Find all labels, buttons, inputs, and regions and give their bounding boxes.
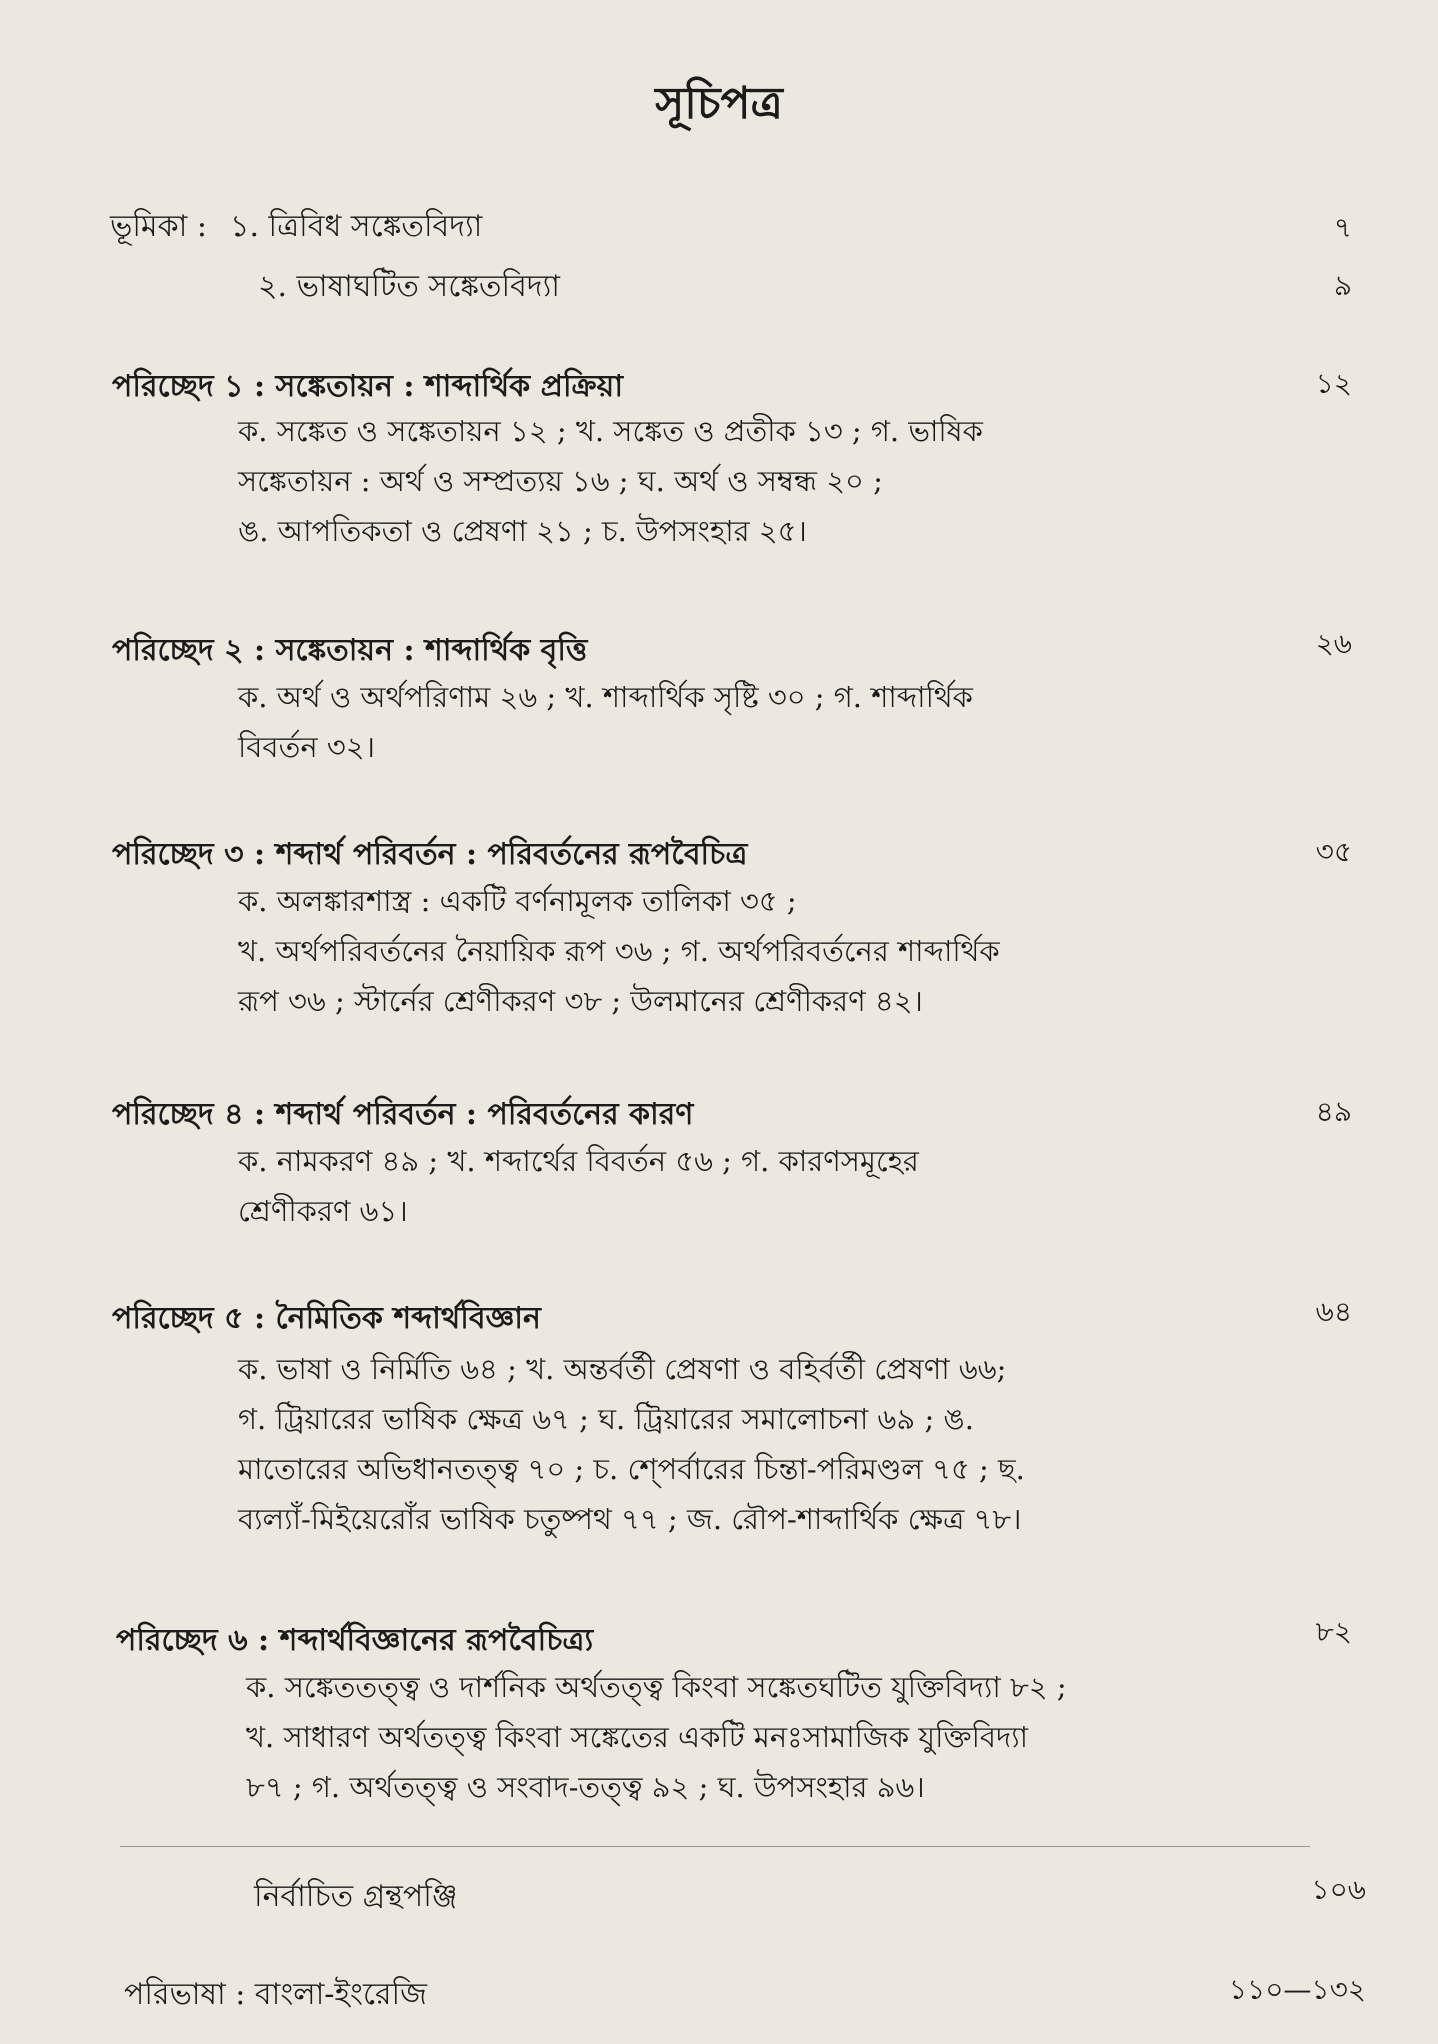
- chapter-3-line-1: ক. অলঙ্কারশাস্ত্র : একটি বর্ণনামূলক তালিকা ৩৫ ;: [238, 884, 797, 918]
- chapter-5-line-1: ক. ভাষা ও নির্মিতি ৬৪ ; খ. অন্তর্বর্তী প্রেষণা ও বহির্বর্তী প্রেষণা ৬৬;: [238, 1352, 1007, 1386]
- bibliography-label: নির্বাচিত গ্রন্থপঞ্জি: [254, 1879, 458, 1914]
- chapter-4-line-1: ক. নামকরণ ৪৯ ; খ. শব্দার্থের বিবর্তন ৫৬ ; গ. কারণসমূহের: [238, 1144, 919, 1178]
- bhumika-item-2-page: ৯: [1333, 269, 1352, 302]
- chapter-6-line-2: খ. সাধারণ অর্থতত্ত্ব কিংবা সঙ্কেতের একটি মনঃসামাজিক যুক্তিবিদ্যা: [246, 1720, 1029, 1754]
- page-title: সূচিপত্র: [655, 78, 783, 129]
- chapter-5-line-3: মাতোরের অভিধানতত্ত্ব ৭০ ; চ. শ্পের্বারের চিন্তা-পরিমণ্ডল ৭৫ ; ছ.: [238, 1452, 1025, 1486]
- glossary-page: ১১০—১৩২: [1228, 1973, 1366, 2006]
- bhumika-label: ভূমিকা :: [110, 209, 207, 244]
- chapter-3-page: ৩৫: [1315, 835, 1352, 868]
- chapter-3-heading: পরিচ্ছেদ ৩ : শব্দার্থ পরিবর্তন : পরিবর্তনের রূপবৈচিত্র: [112, 837, 748, 872]
- chapter-6-line-1: ক. সঙ্কেততত্ত্ব ও দার্শনিক অর্থতত্ত্ব কিংবা সঙ্কেতঘটিত যুক্তিবিদ্যা ৮২ ;: [246, 1670, 1067, 1704]
- glossary-label: পরিভাষা : বাংলা-ইংরেজি: [124, 1977, 427, 2012]
- chapter-1-contents: [238, 406, 983, 556]
- chapter-5-heading: পরিচ্ছেদ ৫ : নৈমিতিক শব্দার্থবিজ্ঞান: [112, 1301, 541, 1336]
- chapter-6-contents: [246, 1662, 1067, 1812]
- chapter-2-line-2: বিবর্তন ৩২।: [238, 730, 375, 764]
- chapter-6-page: ৮২: [1315, 1615, 1352, 1648]
- chapter-3-line-3: রূপ ৩৬ ; স্টার্নের শ্রেণীকরণ ৩৮ ; উলমানের শ্রেণীকরণ ৪২।: [238, 984, 923, 1018]
- chapter-1-heading: পরিচ্ছেদ ১ : সঙ্কেতায়ন : শাব্দার্থিক প্রক্রিয়া: [112, 369, 624, 404]
- chapter-2-heading: পরিচ্ছেদ ২ : সঙ্কেতায়ন : শাব্দার্থিক বৃত্তি: [112, 633, 588, 668]
- chapter-1-page: ১২: [1315, 367, 1352, 400]
- chapter-5-line-4: ব্যল্যাঁ-মিইয়েরোঁর ভাষিক চতুষ্পথ ৭৭ ; জ. রৌপ-শাব্দার্থিক ক্ষেত্র ৭৮।: [238, 1502, 1022, 1536]
- chapter-4-heading: পরিচ্ছেদ ৪ : শব্দার্থ পরিবর্তন : পরিবর্তনের কারণ: [112, 1097, 694, 1132]
- divider-rule: [120, 1846, 1310, 1847]
- chapter-6-line-3: ৮৭ ; গ. অর্থতত্ত্ব ও সংবাদ-তত্ত্ব ৯২ ; ঘ. উপসংহার ৯৬।: [246, 1770, 925, 1804]
- bibliography-page: ১০৬: [1311, 1873, 1366, 1906]
- chapter-4-line-2: শ্রেণীকরণ ৬১।: [238, 1194, 408, 1228]
- chapter-5-contents: [238, 1344, 1025, 1544]
- chapter-1-line-1: ক. সঙ্কেত ও সঙ্কেতায়ন ১২ ; খ. সঙ্কেত ও প্রতীক ১৩ ; গ. ভাষিক: [238, 414, 983, 448]
- bhumika-item-2: ২. ভাষাঘটিত সঙ্কেতবিদ্যা: [258, 269, 560, 304]
- chapter-4-contents: [238, 1136, 919, 1236]
- chapter-6-heading: পরিচ্ছেদ ৬ : শব্দার্থবিজ্ঞানের রূপবৈচিত্র্য: [116, 1623, 594, 1658]
- chapter-2-line-1: ক. অর্থ ও অর্থপরিণাম ২৬ ; খ. শাব্দার্থিক সৃষ্টি ৩০ ; গ. শাব্দার্থিক: [238, 680, 973, 714]
- chapter-5-page: ৬৪: [1315, 1295, 1352, 1328]
- chapter-3-contents: [238, 876, 1000, 1026]
- chapter-1-line-3: ঙ. আপতিকতা ও প্রেষণা ২১ ; চ. উপসংহার ২৫।: [238, 514, 807, 548]
- chapter-1-line-2: সঙ্কেতায়ন : অর্থ ও সম্প্রত্যয় ১৬ ; ঘ. অর্থ ও সম্বন্ধ ২০ ;: [238, 464, 883, 498]
- chapter-2-page: ২৬: [1315, 627, 1352, 660]
- chapter-4-page: ৪৯: [1315, 1095, 1352, 1128]
- chapter-3-line-2: খ. অর্থপরিবর্তনের নৈয়ায়িক রূপ ৩৬ ; গ. অর্থপরিবর্তনের শাব্দার্থিক: [238, 934, 1000, 968]
- bhumika-item-1-page: ৭: [1333, 211, 1352, 244]
- bhumika-item-1: ১. ত্রিবিধ সঙ্কেতবিদ্যা: [230, 209, 483, 244]
- chapter-2-contents: [238, 672, 973, 772]
- chapter-5-line-2: গ. ট্রিয়ারের ভাষিক ক্ষেত্র ৬৭ ; ঘ. ট্রিয়ারের সমালোচনা ৬৯ ; ঙ.: [238, 1402, 974, 1436]
